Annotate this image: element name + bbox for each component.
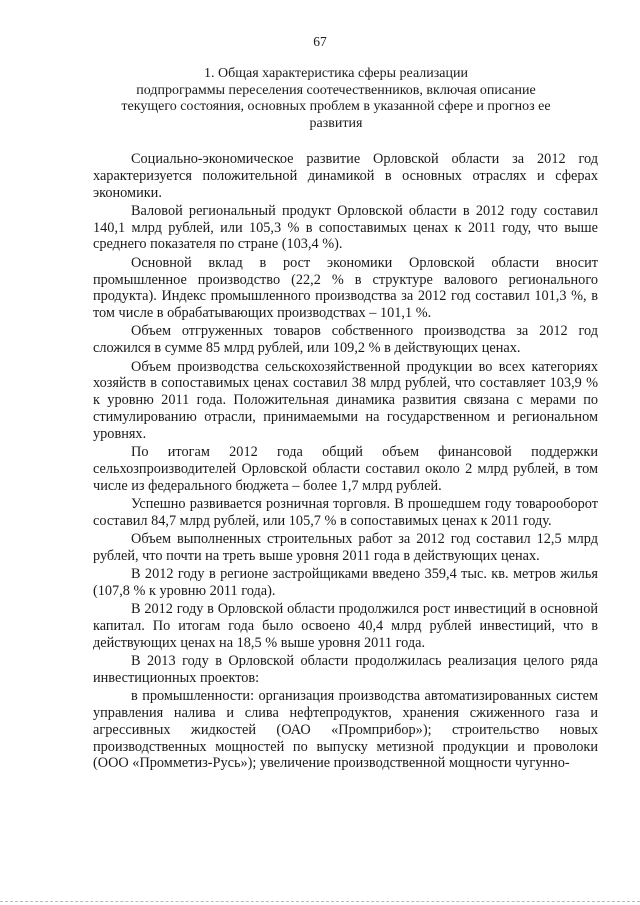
paragraph-industry-projects: в промышленности: организация производства автоматизированных систем управления налива и слива нефтепродуктов, хранения сжиженного газа и агрессивных жидкостей (ОАО «Промприбор»); строительство новых производственных мощностей по выпуску метизной продукции и проволоки (ООО «Промметиз-Русь»); увеличение производственной мощности чугунно- bbox=[93, 688, 598, 772]
paragraph-agriculture: Объем производства сельскохозяйственной продукции во всех категориях хозяйств в сопоставимых ценах составил 38 млрд рублей, что составляет 103,9 % к уровню 2011 года. Положительная динамика развития связана с мерами по стимулированию отрасли, принимаемыми на государственном и региональном уровнях. bbox=[93, 358, 598, 442]
paragraph-shipped-goods: Объем отгруженных товаров собственного производства за 2012 год сложился в сумме 85 млрд рублей, или 109,2 % в действующих ценах. bbox=[93, 323, 598, 357]
paragraph-investment: В 2012 году в Орловской области продолжился рост инвестиций в основной капитал. По итогам года было освоено 40,4 млрд рублей инвестиций, что в действующих ценах на 18,5 % выше уровня 2011 года. bbox=[93, 601, 598, 651]
body-text bbox=[93, 151, 598, 772]
heading-line-4: развития bbox=[309, 115, 363, 131]
paragraph-farm-support: По итогам 2012 года общий объем финансовой поддержки сельхозпроизводителей Орловской области составил около 2 млрд рублей, в том числе из федерального бюджета – более 1,7 млрд рублей. bbox=[93, 444, 598, 494]
paragraph-housing: В 2012 году в регионе застройщиками введено 359,4 тыс. кв. метров жилья (107,8 % к уровню 2011 года). bbox=[93, 566, 598, 599]
paragraph-socio-economic: Социально-экономическое развитие Орловской области за 2012 год характеризуется положительной динамикой в основных отраслях и сферах экономики. bbox=[93, 151, 598, 201]
paragraph-projects-intro: В 2013 году в Орловской области продолжилась реализация целого ряда инвестиционных проектов: bbox=[93, 653, 598, 686]
page-number: 67 bbox=[313, 34, 327, 49]
heading-line-1: 1. Общая характеристика сферы реализации bbox=[204, 66, 468, 81]
paragraph-industry: Основной вклад в рост экономики Орловской области вносит промышленное производство (22,2 % в структуре валового регионального продукта). Индекс промышленного производства за 2012 год составил 101,3 %, в том числе в обрабатывающих производствах – 101,1 %. bbox=[93, 254, 598, 322]
section-heading bbox=[96, 66, 576, 132]
paragraph-grp: Валовой региональный продукт Орловской области в 2012 году составил 140,1 млрд рублей, или 105,3 % в сопоставимых ценах к 2011 году, что выше среднего показателя по стране (103,4 %). bbox=[93, 202, 598, 253]
scan-edge-divider bbox=[0, 901, 640, 903]
heading-line-3: текущего состояния, основных проблем в указанной сфере и прогноз ее bbox=[121, 99, 551, 115]
paragraph-construction: Объем выполненных строительных работ за 2012 год составил 12,5 млрд рублей, что почти на треть выше уровня 2011 года в действующих ценах. bbox=[93, 531, 598, 564]
paragraph-retail: Успешно развивается розничная торговля. В прошедшем году товарооборот составил 84,7 млрд рублей, или 105,7 % в сопоставимых ценах к 2011 году. bbox=[93, 495, 598, 529]
heading-line-2: подпрограммы переселения соотечественников, включая описание bbox=[136, 82, 536, 98]
